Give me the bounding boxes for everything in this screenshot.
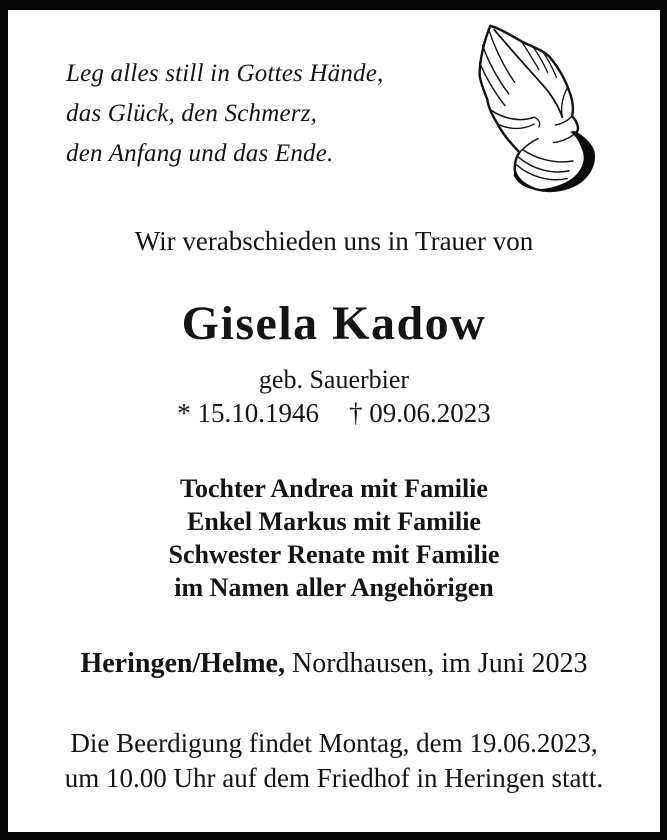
funeral-line: Die Beerdigung findet Montag, dem 19.06.2023, xyxy=(70,728,598,758)
place-date-line xyxy=(8,648,660,680)
praying-hands-icon xyxy=(468,18,606,198)
maiden-name: geb. Sauerbier xyxy=(258,365,410,394)
mourners-list xyxy=(8,472,660,604)
place-name: Heringen/Helme, xyxy=(80,648,285,679)
death-date: † 09.06.2023 xyxy=(349,398,491,428)
verse-line: das Glück, den Schmerz, xyxy=(66,100,318,127)
mourner-line: Schwester Renate mit Familie xyxy=(168,540,500,569)
memorial-verse xyxy=(66,54,384,174)
birth-date: * 15.10.1946 xyxy=(177,398,319,428)
life-dates xyxy=(8,398,660,429)
mourner-line: im Namen aller Angehörigen xyxy=(174,573,494,602)
verse-line: den Anfang und das Ende. xyxy=(66,140,334,167)
funeral-line: um 10.00 Uhr auf dem Friedhof in Heringen statt. xyxy=(64,763,604,793)
deceased-name: Gisela Kadow xyxy=(181,297,487,350)
intro-line: Wir verabschieden uns in Trauer von xyxy=(134,226,534,256)
verse-line: Leg alles still in Gottes Hände, xyxy=(66,60,384,87)
obituary-notice xyxy=(8,10,660,832)
funeral-info xyxy=(8,726,660,796)
mourner-line: Tochter Andrea mit Familie xyxy=(180,474,488,503)
place-rest: Nordhausen, im Juni 2023 xyxy=(284,648,588,679)
mourner-line: Enkel Markus mit Familie xyxy=(187,507,481,536)
